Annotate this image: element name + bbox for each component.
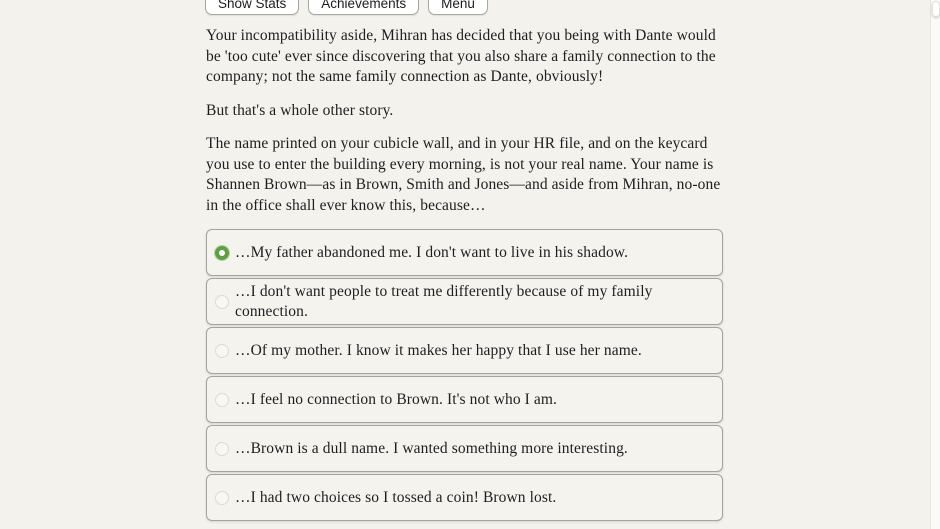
story-paragraphs — [206, 26, 724, 216]
choice-option[interactable] — [206, 474, 723, 521]
radio-unselected-icon[interactable] — [215, 295, 229, 309]
choice-option-label: …Brown is a dull name. I wanted something more interesting. — [235, 439, 628, 457]
radio-unselected-icon[interactable] — [215, 393, 229, 407]
choice-option-label: …My father abandoned me. I don't want to live in his shadow. — [235, 243, 629, 261]
choice-option[interactable] — [206, 376, 723, 423]
choice-option[interactable] — [206, 425, 723, 472]
radio-unselected-icon[interactable] — [215, 442, 229, 456]
story-paragraph: But that's a whole other story. — [206, 101, 394, 119]
choice-list — [206, 229, 724, 521]
story-paragraph: The name printed on your cubicle wall, and in your HR file, and on the keycard you use to enter the building every morning, is not your real name. Your name is Shannen Brown—as in Brown, Smith and Jones—and aside from Mihran, no-one in the office shall ever know this, because… — [206, 135, 721, 214]
radio-unselected-icon[interactable] — [215, 344, 229, 358]
scrollbar[interactable] — [930, 0, 940, 529]
radio-selected-icon[interactable] — [215, 246, 229, 260]
choice-option[interactable] — [206, 229, 723, 276]
choice-option-label: …I don't want people to treat me differently because of my family connection. — [235, 282, 653, 320]
choice-option[interactable] — [206, 278, 723, 325]
menu-button[interactable]: Menu — [428, 0, 488, 15]
choice-option-label: …Of my mother. I know it makes her happy that I use her name. — [235, 341, 642, 359]
choice-option[interactable] — [206, 327, 723, 374]
show-stats-button[interactable]: Show Stats — [205, 0, 299, 15]
radio-unselected-icon[interactable] — [215, 491, 229, 505]
achievements-button[interactable]: Achievements — [308, 0, 419, 15]
story-content — [206, 26, 724, 523]
story-paragraph: Your incompatibility aside, Mihran has decided that you being with Dante would be 'too cute' ever since discovering that you also share a family connection to the company; not the same family connection as Dante, obviously! — [206, 27, 716, 85]
choice-option-label: …I had two choices so I tossed a coin! Brown lost. — [235, 488, 557, 506]
choice-option-label: …I feel no connection to Brown. It's not who I am. — [235, 390, 558, 408]
scrollbar-thumb[interactable] — [932, 1, 940, 17]
toolbar — [205, 0, 488, 15]
